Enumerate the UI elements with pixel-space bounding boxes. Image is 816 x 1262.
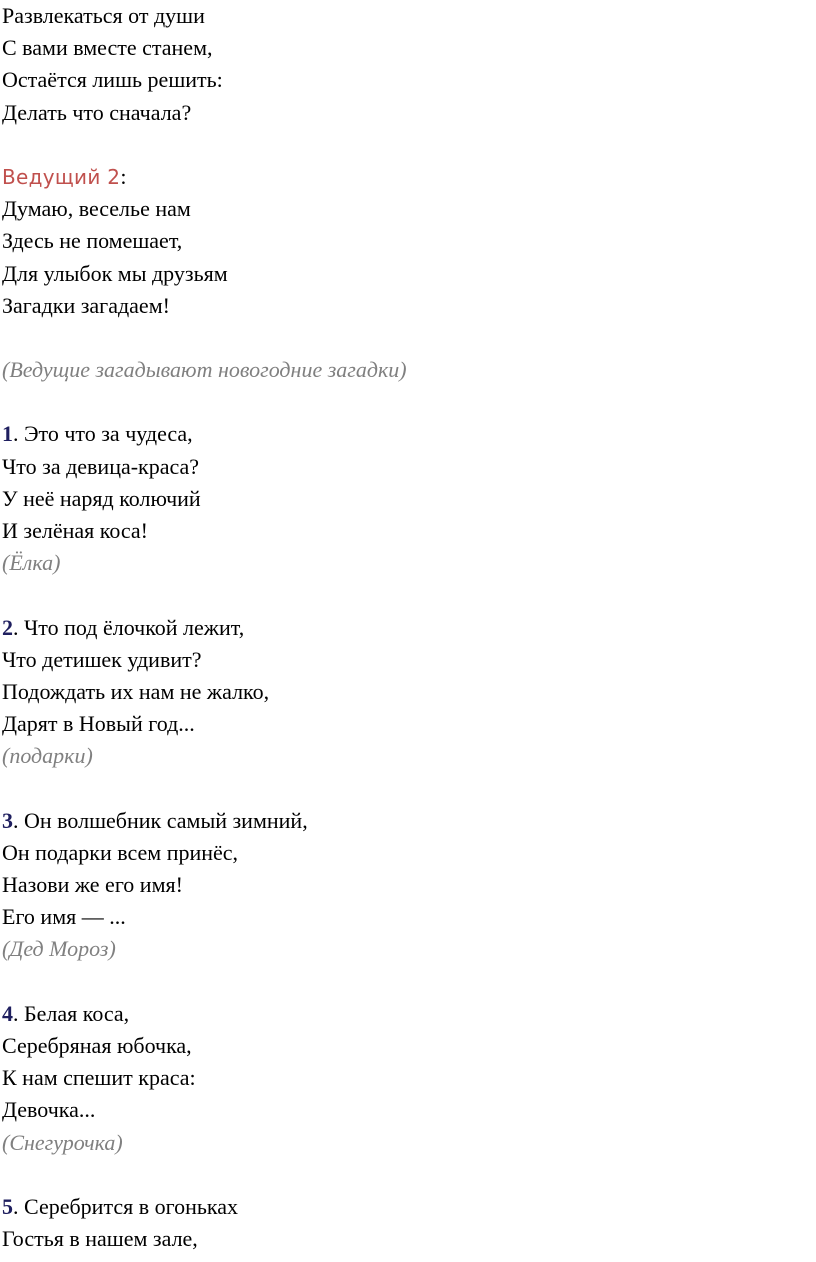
riddle-3 <box>2 805 816 966</box>
verse-line: Развлекаться от души <box>2 3 205 28</box>
verse-line: Что детишек удивит? <box>2 646 202 672</box>
riddle-text: . Что под ёлочкой лежит, <box>13 614 245 640</box>
riddle-answer: (Снегурочка) <box>2 1129 123 1155</box>
riddle-number: 2 <box>2 614 13 640</box>
riddle-4 <box>2 998 816 1159</box>
verse-line: И зелёная коса! <box>2 518 148 543</box>
riddle-2 <box>2 612 816 773</box>
stanza-gap <box>2 579 816 611</box>
verse-line: Что за девица-краса? <box>2 453 200 479</box>
speaker-heading <box>2 161 816 193</box>
verse-line: С вами вместе станем, <box>2 35 213 61</box>
intro-stanza <box>2 0 816 129</box>
stanza-gap <box>2 386 816 418</box>
verse-line: Девочка... <box>2 1097 96 1123</box>
verse-line: Серебряная юбочка, <box>2 1033 192 1058</box>
speaker-name: Ведущий 2 <box>2 164 121 189</box>
verse-line: Загадки загадаем! <box>2 292 170 318</box>
riddle-first-line <box>2 998 816 1030</box>
verse-line: Для улыбок мы друзьям <box>2 260 228 286</box>
verse-line: Гостья в нашем зале, <box>2 1226 198 1252</box>
riddle-text: . Белая коса, <box>13 1000 130 1026</box>
riddle-first-line <box>2 1191 816 1223</box>
verse-line: Назови же его имя! <box>2 872 183 898</box>
verse-line: Дарят в Новый год... <box>2 711 195 737</box>
riddle-number: 3 <box>2 807 13 833</box>
riddle-number: 5 <box>2 1193 13 1219</box>
verse-line: Здесь не помешает, <box>2 228 183 254</box>
verse-line: Остаётся лишь решить: <box>2 67 223 93</box>
riddle-5 <box>2 1191 816 1255</box>
host2-stanza <box>2 161 816 322</box>
stanza-gap <box>2 773 816 805</box>
speaker-colon: : <box>120 163 127 189</box>
stanza-gap <box>2 322 816 354</box>
riddle-first-line <box>2 418 816 450</box>
verse-line: У неё наряд колючий <box>2 485 201 511</box>
riddle-answer: (Дед Мороз) <box>2 936 116 962</box>
riddle-first-line <box>2 612 816 644</box>
verse-line: Он подарки всем принёс, <box>2 839 239 865</box>
stage-direction: (Ведущие загадывают новогодние загадки) <box>2 357 407 383</box>
riddle-number: 1 <box>2 421 13 447</box>
verse-line: Делать что сначала? <box>2 99 192 125</box>
verse-line: К нам спешит краса: <box>2 1065 196 1091</box>
riddle-text: . Серебрится в огоньках <box>13 1193 238 1219</box>
stanza-gap <box>2 1159 816 1191</box>
riddle-1 <box>2 418 816 579</box>
verse-line: Подождать их нам не жалко, <box>2 678 270 704</box>
riddle-answer: (подарки) <box>2 743 93 769</box>
riddle-text: . Он волшебник самый зимний, <box>13 807 308 833</box>
verse-line: Думаю, веселье нам <box>2 196 191 222</box>
stanza-gap <box>2 966 816 998</box>
verse-line: Его имя — ... <box>2 904 126 930</box>
riddle-answer: (Ёлка) <box>2 550 61 576</box>
riddle-number: 4 <box>2 1000 13 1026</box>
stanza-gap <box>2 129 816 161</box>
riddle-text: . Это что за чудеса, <box>13 421 193 447</box>
riddle-first-line <box>2 805 816 837</box>
